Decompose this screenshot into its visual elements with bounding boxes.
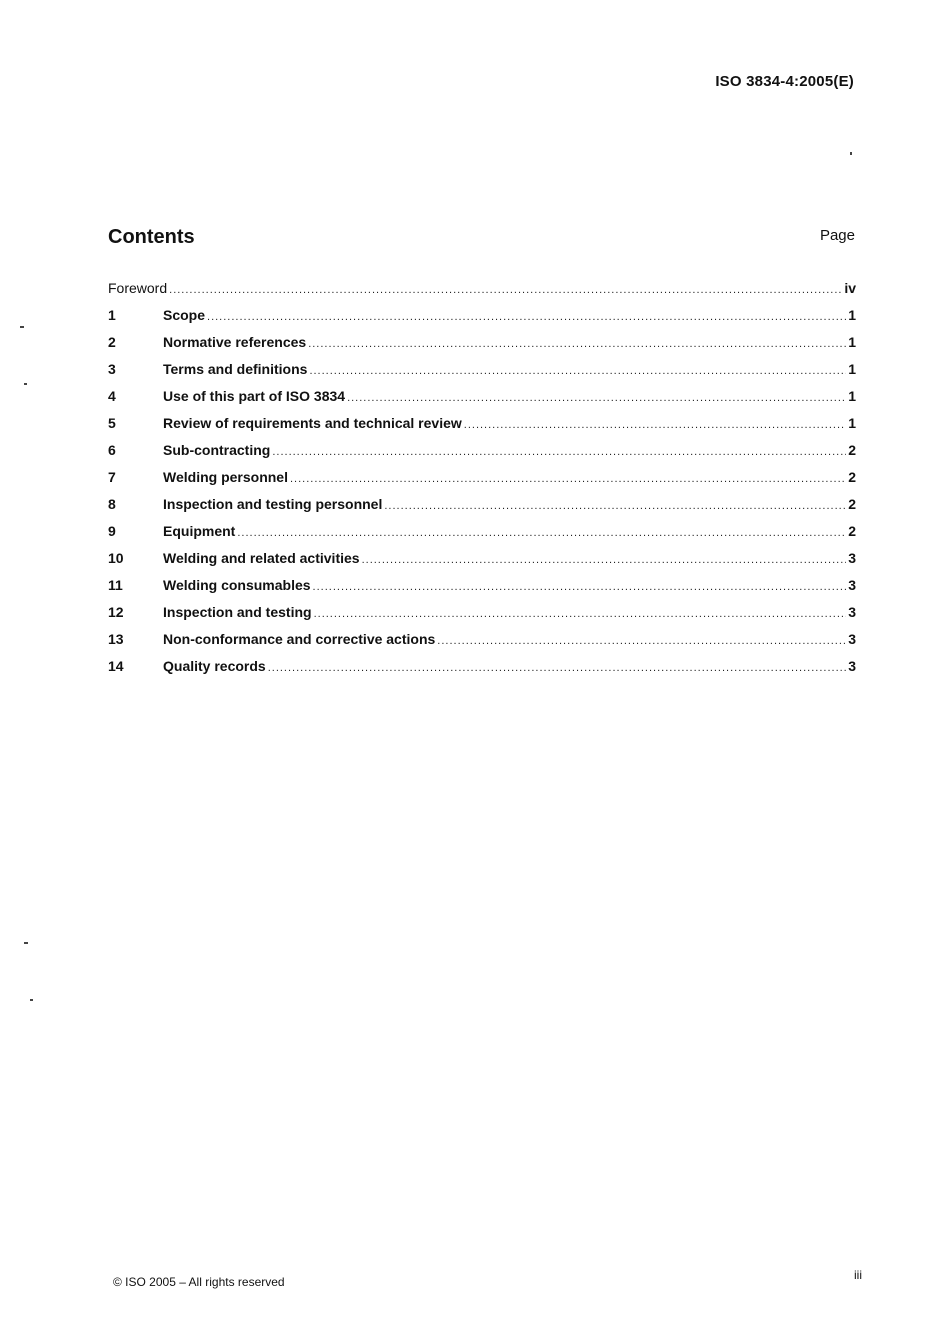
toc-entry[interactable] [108,442,856,469]
table-of-contents [108,280,856,685]
toc-entry-number: 3 [108,361,116,377]
toc-entry-page: 2 [848,523,856,539]
toc-leader-dots [237,527,846,539]
toc-entry-page: 2 [848,469,856,485]
toc-entry-number: 7 [108,469,116,485]
toc-entry[interactable] [108,307,856,334]
toc-entry[interactable] [108,550,856,577]
toc-entry-title: Use of this part of ISO 3834 [163,388,346,404]
toc-entry-page: 2 [848,496,856,512]
toc-entry-foreword[interactable] [108,280,856,307]
document-identifier: ISO 3834-4:2005(E) [715,73,854,90]
toc-entry-number: 9 [108,523,116,539]
scan-speck [20,326,24,328]
toc-entry-number: 12 [108,604,124,620]
toc-entry-page: 3 [848,550,856,566]
contents-heading: Contents [108,226,195,248]
toc-entry-page: 1 [848,415,856,431]
footer-page-number: iii [854,1268,862,1282]
toc-entry[interactable] [108,469,856,496]
toc-entry-page: 2 [848,442,856,458]
scan-speck [30,999,33,1001]
toc-entry[interactable] [108,631,856,658]
toc-entry-number: 2 [108,334,116,350]
toc-entry-title: Welding consumables [163,577,311,593]
toc-entry-number: 13 [108,631,124,647]
page-column-label: Page [819,227,855,244]
toc-leader-dots [313,581,847,593]
toc-entry-number: 5 [108,415,116,431]
toc-entry[interactable] [108,334,856,361]
toc-entry[interactable] [108,604,856,631]
toc-entry-number: 8 [108,496,116,512]
toc-entry-page: 1 [848,334,856,350]
scan-speck [24,942,28,944]
toc-entry-page: 3 [848,604,856,620]
toc-entry-title: Terms and definitions [163,361,308,377]
toc-entry[interactable] [108,496,856,523]
toc-entry[interactable] [108,523,856,550]
toc-entry-title: Review of requirements and technical review [163,415,462,431]
toc-entry-title: Sub-contracting [163,442,271,458]
toc-entry-number: 10 [108,550,124,566]
toc-leader-dots [362,554,847,566]
toc-leader-dots [309,365,846,377]
toc-entry-number: 4 [108,388,116,404]
toc-entry-title: Welding and related activities [163,550,360,566]
toc-entry[interactable] [108,658,856,685]
scan-speck [850,152,852,155]
toc-entry[interactable] [108,388,856,415]
toc-entry-title: Welding personnel [163,469,288,485]
toc-entry-page: 3 [848,631,856,647]
toc-entry-title: Scope [163,307,206,323]
toc-entry-title: Foreword [108,280,168,296]
footer-copyright: © ISO 2005 – All rights reserved [113,1275,285,1289]
toc-entry-title: Quality records [163,658,266,674]
toc-leader-dots [464,419,846,431]
scan-speck [24,383,27,385]
toc-leader-dots [272,446,846,458]
toc-entry-number: 6 [108,442,116,458]
toc-leader-dots [437,635,846,647]
toc-entry-title: Inspection and testing [163,604,312,620]
toc-entry-page: 3 [848,658,856,674]
toc-entry-page: 1 [848,307,856,323]
toc-leader-dots [268,662,847,674]
toc-entry-number: 11 [108,577,123,593]
toc-entry-title: Normative references [163,334,307,350]
toc-leader-dots [347,392,846,404]
toc-leader-dots [308,338,846,350]
toc-entry-number: 14 [108,658,124,674]
toc-entry[interactable] [108,415,856,442]
toc-leader-dots [169,284,842,296]
toc-entry-page: 3 [848,577,856,593]
toc-entry-title: Equipment [163,523,236,539]
toc-entry-page: 1 [848,388,856,404]
toc-leader-dots [207,311,846,323]
toc-entry[interactable] [108,577,856,604]
toc-leader-dots [314,608,847,620]
toc-entry-page: iv [844,280,856,296]
toc-leader-dots [384,500,846,512]
toc-entry-number: 1 [108,307,116,323]
toc-entry-title: Non-conformance and corrective actions [163,631,436,647]
toc-entry-page: 1 [848,361,856,377]
toc-leader-dots [290,473,846,485]
toc-entry-title: Inspection and testing personnel [163,496,383,512]
toc-entry[interactable] [108,361,856,388]
